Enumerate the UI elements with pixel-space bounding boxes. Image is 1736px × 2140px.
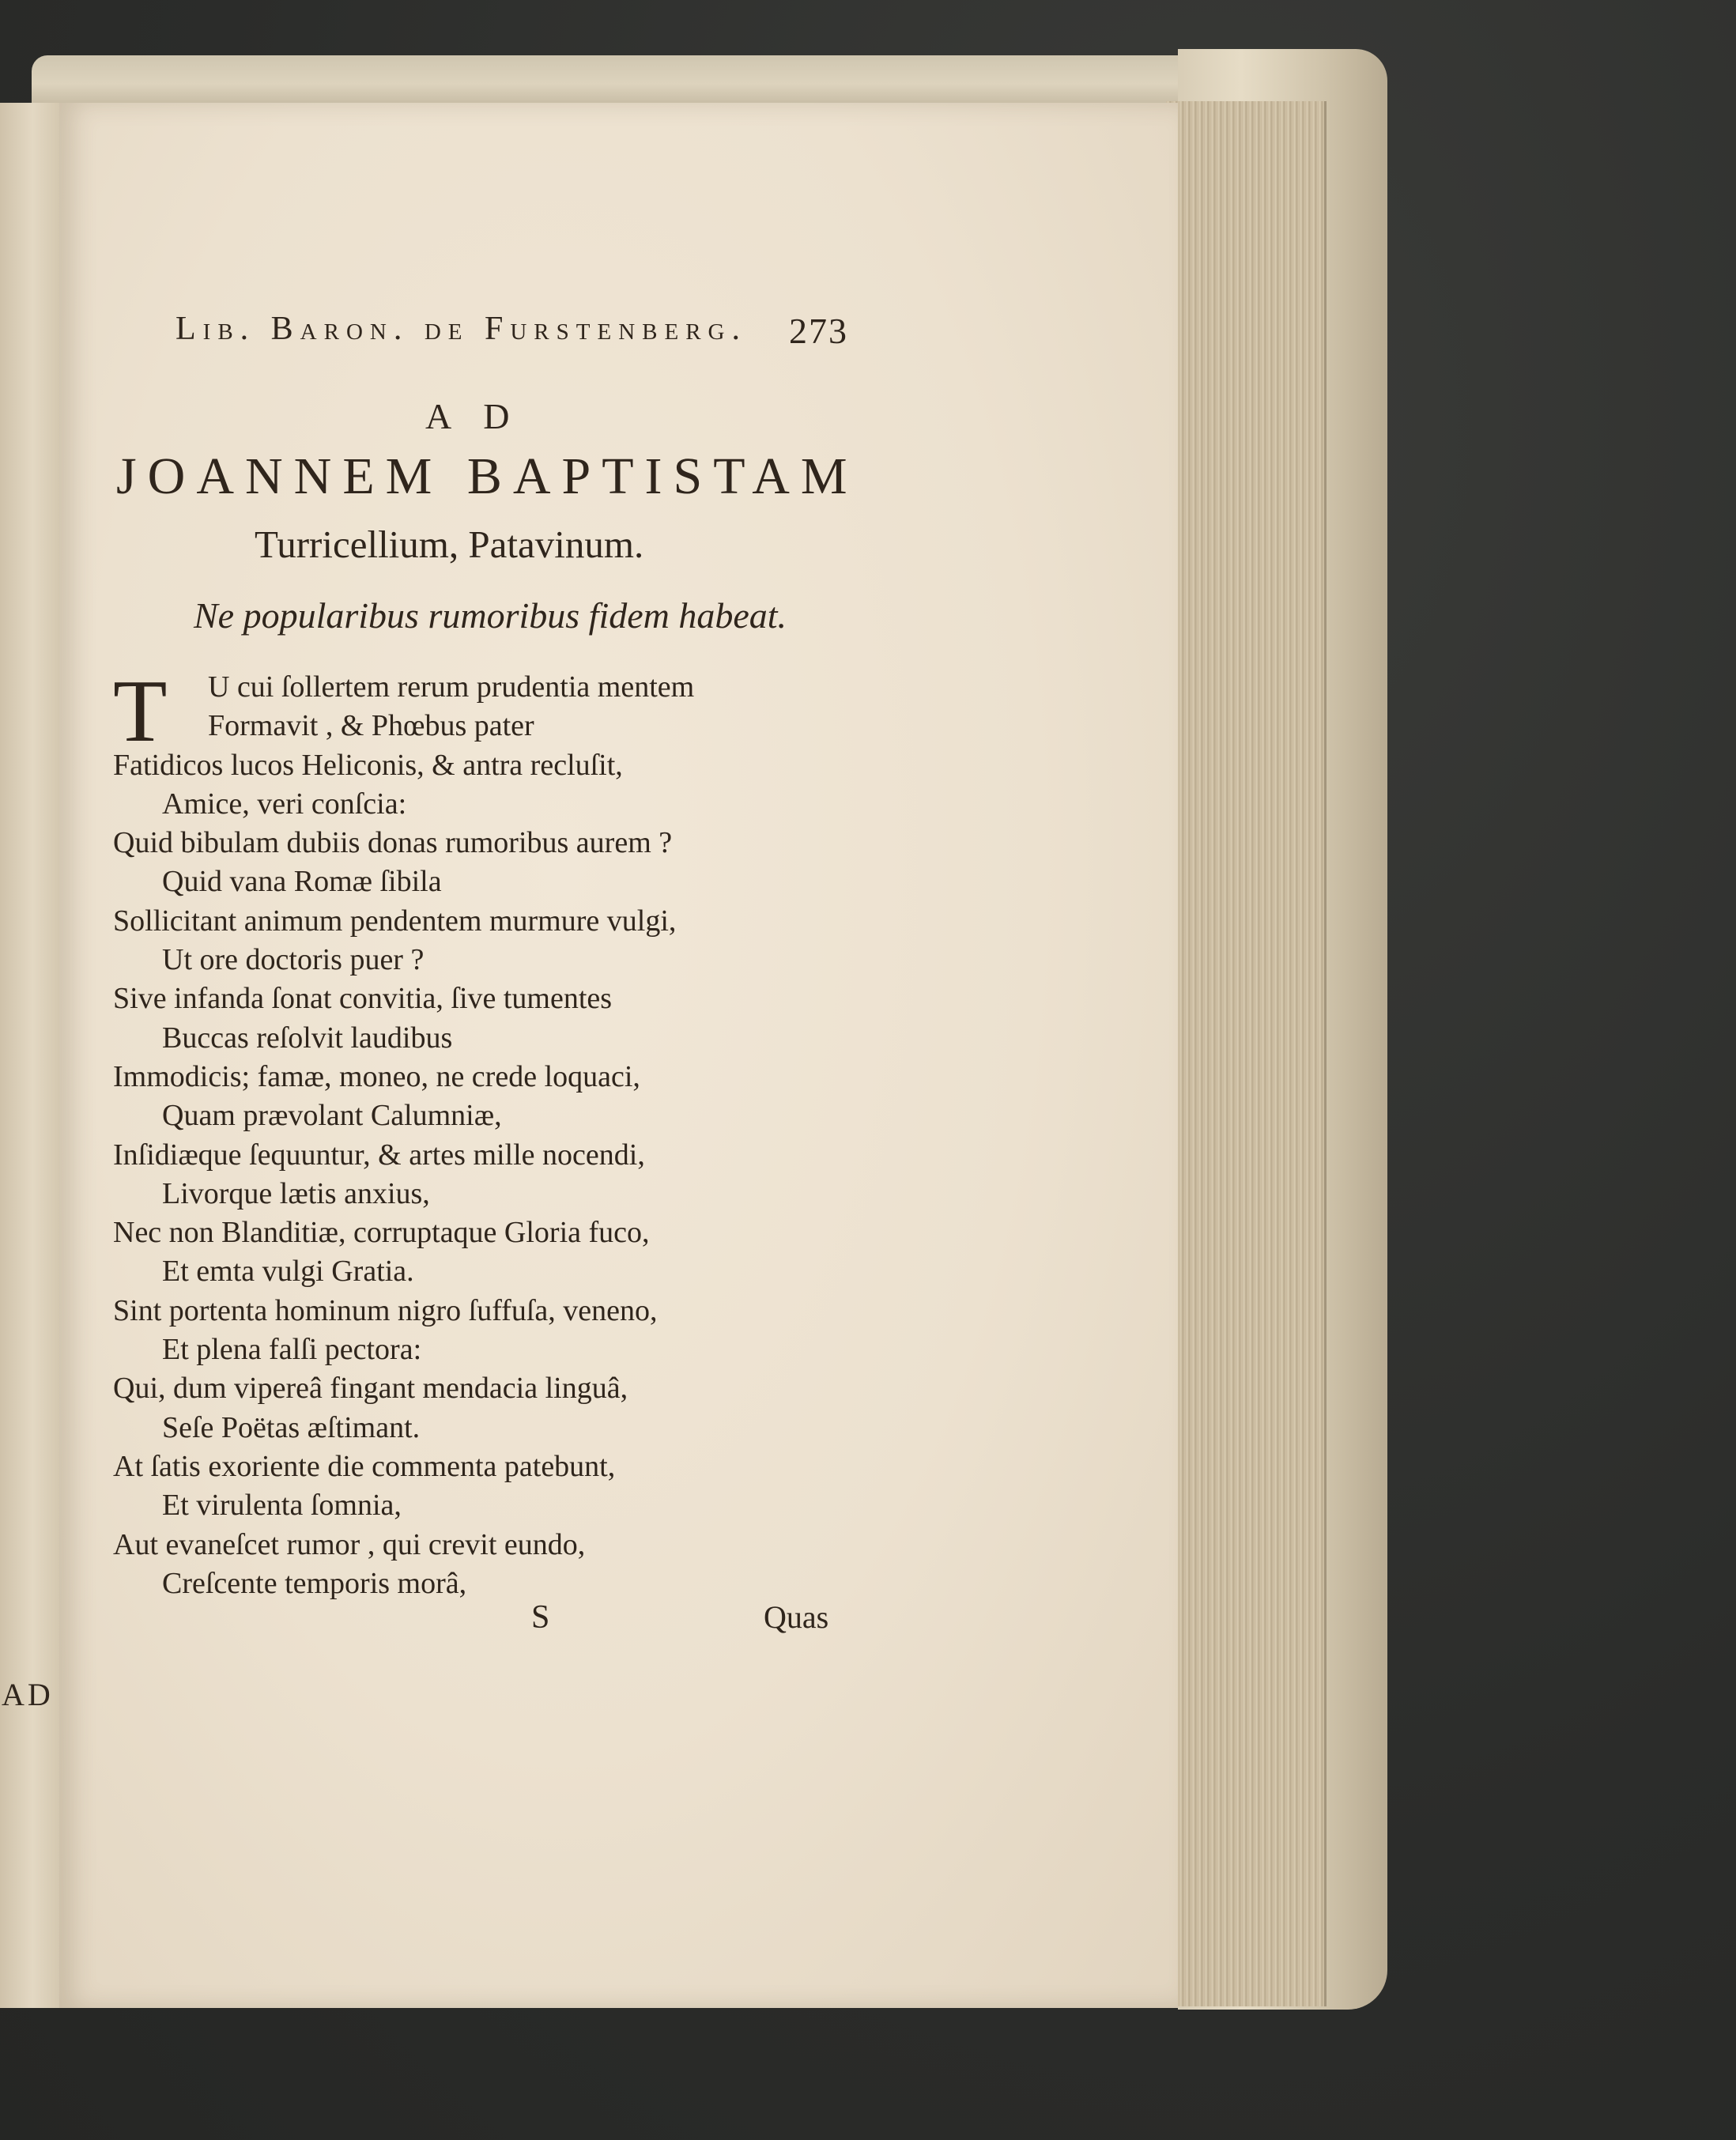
verse-line: Immodicis; famæ, moneo, ne crede loquaci, [113, 1059, 640, 1093]
verse-line: Formavit , & Phœbus pater [208, 709, 534, 743]
verse-line: Seſe Poëtas æſtimant. [162, 1410, 421, 1444]
title-ad: AD [425, 396, 542, 436]
verse-line: At ſatis exoriente die commenta patebunt, [113, 1449, 616, 1483]
running-head: Lib. Baron. de Furstenberg. [175, 311, 747, 347]
verse-line: Fatidicos lucos Heliconis, & antra recluſit, [113, 748, 623, 782]
verse-line: Et emta vulgi Gratia. [162, 1255, 414, 1289]
signature-mark: S [531, 1599, 550, 1636]
left-page-fragment: AD [2, 1677, 54, 1712]
verse-line: Creſcente temporis morâ, [162, 1566, 467, 1600]
verse-line: Ut ore doctoris puer ? [162, 943, 425, 977]
poem [113, 662, 825, 1603]
verse-line: Et plena falſi pectora: [162, 1333, 422, 1367]
verse-line: U cui ſollertem rerum prudentia mentem [208, 670, 695, 704]
verse-line: Nec non Blanditiæ, corruptaque Gloria fuco, [113, 1216, 650, 1250]
verse-line: Buccas reſolvit laudibus [162, 1021, 453, 1055]
verse-line: Sive infanda ſonat convitia, ſive tumentes [113, 982, 613, 1016]
verse-line: Aut evaneſcet rumor , qui crevit eundo, [113, 1527, 586, 1561]
motto: Ne popularibus rumoribus fidem habeat. [194, 595, 787, 636]
verse-line: Amice, veri conſcia: [162, 787, 407, 821]
verse-line: Livorque lætis anxius, [162, 1176, 430, 1210]
book-cover-top-edge [32, 55, 1360, 103]
catchword: Quas [764, 1599, 829, 1635]
left-page-sliver [0, 103, 59, 2008]
verse-line: Sollicitant animum pendentem murmure vulgi, [113, 904, 677, 938]
title-name: JOANNEM BAPTISTAM [116, 447, 859, 505]
verse-line: Quid bibulam dubiis donas rumoribus aurem ? [113, 826, 673, 860]
page-block-edges [1166, 101, 1327, 2006]
verse-line: Et virulenta ſomnia, [162, 1489, 402, 1523]
title-subtitle: Turricellium, Patavinum. [255, 523, 644, 566]
verse-line: Inſidiæque ſequuntur, & artes mille nocendi, [113, 1138, 645, 1172]
verse-line: Sint portenta hominum nigro ſuffuſa, veneno, [113, 1293, 658, 1327]
verse-line: Quid vana Romæ ſibila [162, 865, 442, 899]
page-number: 273 [789, 311, 848, 351]
drop-cap: T [113, 662, 168, 761]
verse-line: Qui, dum vipereâ fingant mendacia linguâ, [113, 1372, 628, 1406]
verse-line: Quam prævolant Calumniæ, [162, 1099, 502, 1133]
